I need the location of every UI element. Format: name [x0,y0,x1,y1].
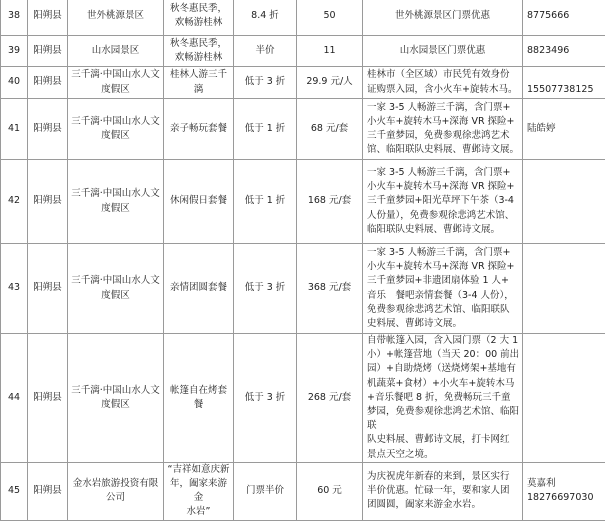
discount-cell: 低于 3 折 [234,244,297,334]
contact-name: 莫嘉利 [527,477,602,491]
row-number: 43 [1,244,28,334]
unit-cell: 三千漓·中国山水人文度假区 [68,67,164,99]
product-line: “吉祥如意庆新 [167,463,230,477]
description-line: 队史料展、曹邺诗文展，打卡网红 [367,433,520,447]
county-cell: 阳朔县 [28,334,68,463]
description-line: 桂林市（全区域）市民凭有效身份 [367,68,520,82]
discount-cell: 低于 3 折 [234,67,297,99]
description-line: 临阳联队史料展、曹邺诗文展。 [367,223,520,237]
row-number: 39 [1,36,28,67]
description-cell: 山水园景区门票优惠 [363,36,523,67]
price-cell: 60 元 [297,462,363,520]
description-line: 一家 3-5 人畅游三千漓，含门票+ [367,246,520,260]
description-cell [363,244,523,334]
unit-cell: 三千漓·中国山水人文度假区 [68,334,164,463]
discount-cell: 8.4 折 [234,0,297,36]
price-cell: 29.9 元/人 [297,67,363,99]
contact-cell: 8775666 [523,0,605,36]
description-cell [363,160,523,244]
row-number: 42 [1,160,28,244]
county-cell: 阳朔县 [28,36,68,67]
product-line: 欢畅游桂林 [167,16,230,30]
description-line: 团圆圆，阖家来游金水岩。 [367,498,520,512]
county-cell: 阳朔县 [28,462,68,520]
description-line: +音乐餐吧 8 折，免费畅玩三千童 [367,391,520,405]
contact-cell [523,244,605,334]
description-line: 小火车+旋转木马+深海 VR 探险+ [367,115,520,129]
county-cell: 阳朔县 [28,0,68,36]
discount-cell: 门票半价 [234,462,297,520]
price-cell: 168 元/套 [297,160,363,244]
description-cell [363,334,523,463]
product-line: 年，阖家来游金 [167,477,230,505]
row-number: 45 [1,462,28,520]
product-cell: 桂林人游三千漓 [164,67,234,99]
unit-cell: 金水岩旅游投资有限公司 [68,462,164,520]
row-number: 41 [1,99,28,160]
description-cell [363,99,523,160]
row-number: 44 [1,334,28,463]
contact-cell [523,462,605,520]
contact-cell: 8823496 [523,36,605,67]
description-line: 梦园，免费参观徐悲鸿艺术馆、临阳联 [367,405,520,433]
description-line: 三千童梦园，免费参观徐悲鸿艺术 [367,129,520,143]
unit-cell: 三千漓·中国山水人文度假区 [68,99,164,160]
unit-cell: 世外桃源景区 [68,0,164,36]
unit-cell: 山水园景区 [68,36,164,67]
table-row [1,160,605,244]
description-line: 音乐 餐吧亲情套餐（3-4 人份）， [367,289,520,303]
county-cell: 阳朔县 [28,160,68,244]
description-cell [363,462,523,520]
description-line: 三千童梦园+阳光草坪下午茶（3-4 [367,194,520,208]
description-line: 一家 3-5 人畅游三千漓，含门票+ [367,101,520,115]
product-line: 欢畅游桂林 [167,51,230,65]
product-line: 秋冬惠民季， [167,37,230,51]
price-cell: 368 元/套 [297,244,363,334]
row-number: 40 [1,67,28,99]
discount-cell: 低于 1 折 [234,160,297,244]
county-cell: 阳朔县 [28,67,68,99]
description-line: 证购票入园，含小火车+旋转木马。 [367,83,520,97]
contact-cell [523,334,605,463]
price-cell: 11 [297,36,363,67]
table-row [1,67,605,99]
table-row [1,36,605,67]
description-line: 小）+帐篷营地（当天 20：00 前出 [367,348,520,362]
price-cell: 50 [297,0,363,36]
product-cell: 帐篷自在烤套餐 [164,334,234,463]
description-line: 机蔬菜+食材）+小火车+旋转木马 [367,377,520,391]
discount-cell: 半价 [234,36,297,67]
description-line: 小火车+旋转木马+深海 VR 探险+ [367,260,520,274]
description-line: 史料展、曹邺诗文展。 [367,317,520,331]
description-line: 景点天空之境。 [367,448,520,462]
contact-line [527,68,602,82]
contact-phone: 18276697030 [527,491,602,505]
description-line: 免费参观徐悲鸿艺术馆、临阳联队 [367,303,520,317]
product-cell: 亲情团圆套餐 [164,244,234,334]
product-cell [164,462,234,520]
discount-cell: 低于 1 折 [234,99,297,160]
county-cell: 阳朔县 [28,244,68,334]
table-row [1,334,605,463]
product-cell: 休闲假日套餐 [164,160,234,244]
price-cell: 68 元/套 [297,99,363,160]
unit-cell: 三千漓·中国山水人文度假区 [68,244,164,334]
county-cell: 阳朔县 [28,99,68,160]
product-line: 水岩” [167,505,230,519]
contact-cell: 陆皓婷 [523,99,605,160]
description-line: 三千童梦园+非遗团扇体验 1 人+ [367,274,520,288]
description-line: 自带帐篷入园，含入园门票（2 大 1 [367,334,520,348]
description-line: 为庆祝虎年新春的来到，景区实行 [367,470,520,484]
price-cell: 268 元/套 [297,334,363,463]
description-line: 半价优惠。忙碌一年，要和家人团 [367,484,520,498]
discount-cell: 低于 3 折 [234,334,297,463]
product-line: 秋冬惠民季， [167,2,230,16]
description-line: 一家 3-5 人畅游三千漓，含门票+ [367,166,520,180]
description-line: 小火车+旋转木马+深海 VR 探险+ [367,180,520,194]
table-row [1,0,605,36]
table-row [1,244,605,334]
contact-phone: 15507738125 [527,83,602,97]
table-row [1,99,605,160]
description-line: 人份量），免费参观徐悲鸿艺术馆、 [367,209,520,223]
contact-cell [523,67,605,99]
contact-cell [523,160,605,244]
unit-cell: 三千漓·中国山水人文度假区 [68,160,164,244]
product-cell [164,0,234,36]
description-cell: 世外桃源景区门票优惠 [363,0,523,36]
row-number: 38 [1,0,28,36]
table-row [1,462,605,520]
product-cell: 亲子畅玩套餐 [164,99,234,160]
description-line: 馆、临阳联队史料展、曹邺诗文展。 [367,143,520,157]
description-cell [363,67,523,99]
product-cell [164,36,234,67]
description-line: 园）+自助烧烤（送烧烤架+基地有 [367,362,520,376]
